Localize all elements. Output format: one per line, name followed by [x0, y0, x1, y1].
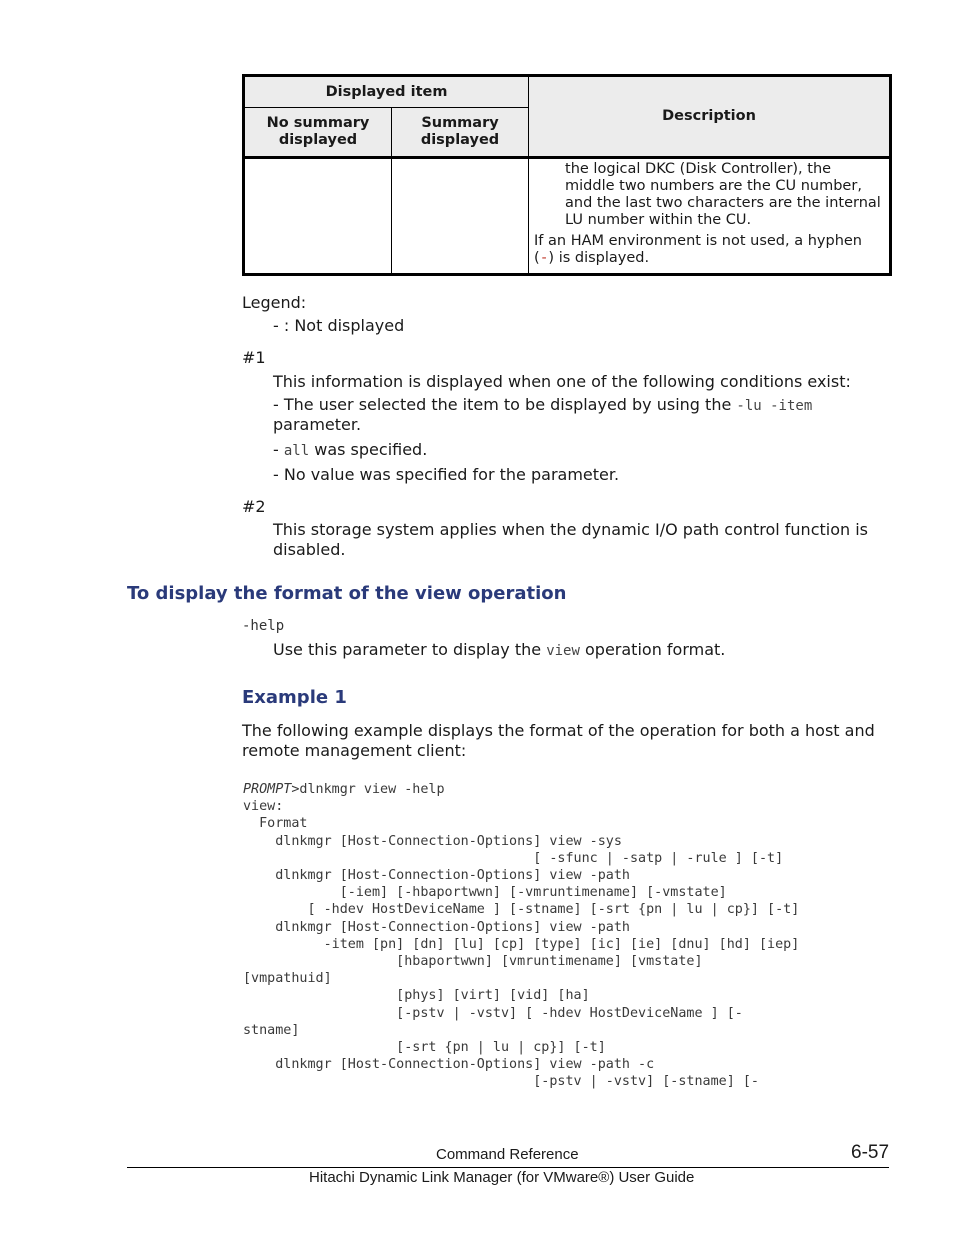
note2-text: This storage system applies when the dynamic I/O path control function is disabled.	[273, 520, 868, 559]
code-line: [ -hdev HostDeviceName ] [-stname] [-srt {pn | lu | cp}] [-t]	[243, 902, 800, 918]
header-description: Description	[529, 76, 891, 158]
code-line: stname]	[243, 1022, 300, 1038]
example-intro: The following example displays the format of the operation for both a host and remote management client:	[242, 721, 875, 760]
code-line: -item [pn] [dn] [lu] [cp] [type] [ic] [ie] [dnu] [hd] [iep]	[243, 936, 800, 952]
note2-label: #2	[242, 497, 266, 516]
desc-ham: If an HAM environment is not used, a hyphen (-) is displayed.	[534, 233, 862, 266]
code-line: dlnkmgr [Host-Connection-Options] view -path	[243, 919, 630, 935]
code-line: [-srt {pn | lu | cp}] [-t]	[243, 1040, 606, 1055]
code-line: dlnkmgr [Host-Connection-Options] view -sys	[243, 833, 622, 849]
table-row	[244, 158, 891, 275]
code-line: [vmpathuid]	[243, 971, 332, 987]
cell-summary	[392, 158, 529, 275]
example-heading: Example 1	[242, 687, 347, 708]
code-line: [hbaportwwn] [vmruntimename] [vmstate]	[243, 954, 703, 969]
desc-continued: the logical DKC (Disk Controller), the middle two numbers are the CU number, and the last two characters are the internal LU number within the CU.	[565, 161, 881, 228]
code-line: view:	[243, 799, 284, 815]
code-line: [-pstv | -vstv] [ -hdev HostDeviceName ] [-	[243, 1005, 743, 1021]
code-line: Format	[243, 816, 308, 832]
cell-description	[529, 158, 891, 275]
note1-cond1-cont: parameter.	[273, 415, 362, 434]
footer-divider	[127, 1167, 889, 1168]
header-summary: Summary displayed	[392, 108, 529, 158]
code-line: [phys] [virt] [vid] [ha]	[243, 988, 590, 1004]
note1-cond3: - No value was specified for the parameter.	[273, 465, 620, 484]
code-line: PROMPT>dlnkmgr view -help	[243, 782, 445, 797]
footer-book-title: Hitachi Dynamic Link Manager (for VMware®) User Guide	[309, 1169, 695, 1186]
footer-chapter: Command Reference	[436, 1146, 579, 1163]
param-help: -help	[242, 618, 285, 634]
note1-label: #1	[242, 348, 266, 367]
note1-cond1: - The user selected the item to be displayed by using the -lu -item	[273, 395, 813, 414]
prompt-label: PROMPT	[243, 782, 292, 797]
header-no-summary: No summary displayed	[244, 108, 392, 158]
param-description: Use this parameter to display the view operation format.	[273, 640, 726, 659]
page-number: 6-57	[851, 1142, 890, 1163]
code-line: dlnkmgr [Host-Connection-Options] view -path -c	[243, 1057, 655, 1073]
code-line: [ -sfunc | -satp | -rule ] [-t]	[243, 850, 784, 866]
cell-no-summary	[244, 158, 392, 275]
header-displayed-item: Displayed item	[244, 76, 529, 108]
legend-label: Legend:	[242, 293, 307, 312]
code-line: [-iem] [-hbaportwwn] [-vmruntimename] [-vmstate]	[243, 885, 727, 901]
note1-cond2: - all was specified.	[273, 440, 428, 459]
code-line: dlnkmgr [Host-Connection-Options] view -path	[243, 868, 630, 883]
legend-item: - : Not displayed	[273, 316, 405, 335]
code-line: [-pstv | -vstv] [-stname] [-	[243, 1074, 759, 1090]
section-heading: To display the format of the view operation	[127, 583, 567, 604]
note1-intro: This information is displayed when one of the following conditions exist:	[273, 372, 851, 391]
displayed-items-table	[242, 74, 892, 276]
